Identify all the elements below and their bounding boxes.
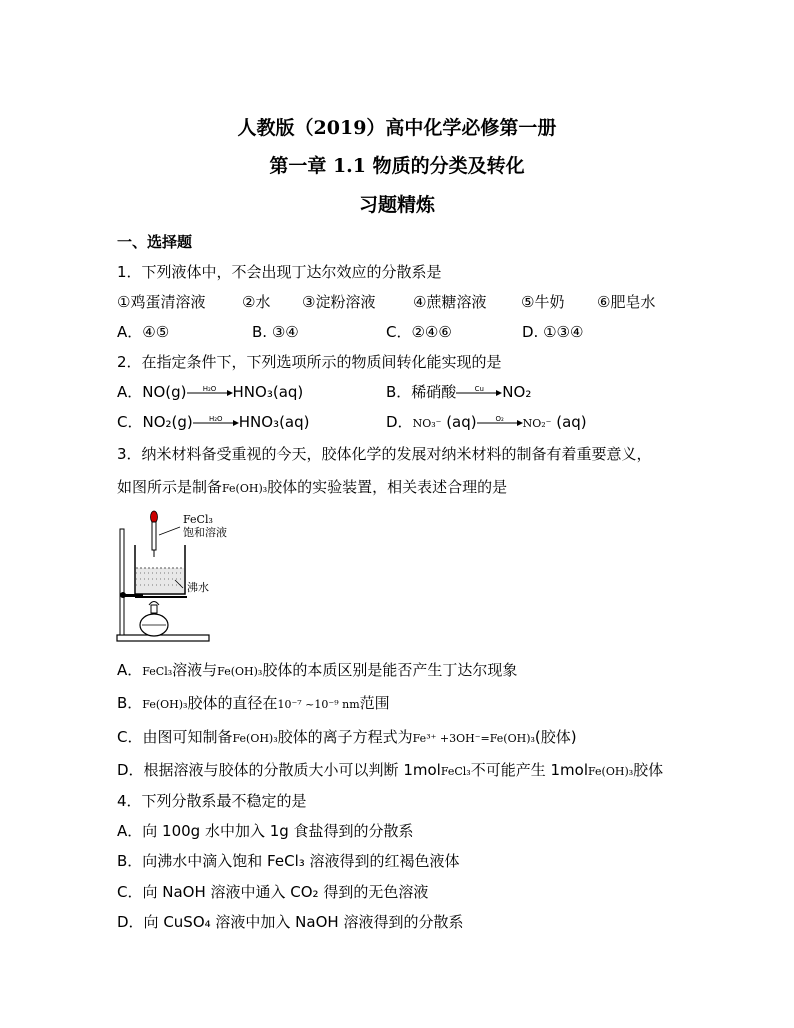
q1-option-d: D. ①③④ [522,323,584,341]
q4-stem: 4．下列分散系最不稳定的是 [117,792,307,810]
reactant: A．NO(g) [117,383,187,401]
formula: Fe(OH)₃ [588,765,634,778]
arrow-condition: O₂ [495,414,504,423]
chapter-title: 第一章 1.1 物质的分类及转化 [269,155,525,177]
q3-stem-line2 [117,477,507,499]
formula: Fe(OH)₃ [222,482,268,495]
option-letter: D． [386,413,413,431]
q1-item: ⑥肥皂水 [597,293,656,311]
text: 不可能产生 1mol [470,761,588,779]
formula: FeCl₃ [142,665,173,678]
stand-base [117,635,209,641]
reaction-arrow [193,416,239,430]
q1-option-b: B. ③④ [252,323,299,341]
text: (胶体) [534,728,577,746]
range: 10⁻⁷ ~10⁻⁹ nm [277,698,360,711]
q3-option-c [117,727,577,749]
nitrite-ion: NO₂⁻ [522,417,552,430]
text: 范围 [359,694,390,712]
alcohol-burner [140,602,168,637]
q3-option-b [117,693,390,715]
formula: Fe(OH)₃ [217,665,263,678]
q1-item: ④蔗糖溶液 [413,293,487,311]
arrow-condition: H₂O [208,414,223,423]
q1-option-c: C．②④⑥ [386,323,452,341]
product: HNO₃(aq) [232,383,304,401]
reaction-arrow [187,386,233,400]
text: 胶体 [633,761,664,779]
text: 胶体的本质区别是能否产生丁达尔现象 [262,661,518,679]
q1-item: ①鸡蛋清溶液 [117,293,206,311]
reaction-arrow [456,386,502,400]
text: C．由图可知制备 [117,728,233,746]
option-letter: B． [117,694,143,712]
page-title: 人教版（2019）高中化学必修第一册 [237,117,557,139]
q1-option-a: A．④⑤ [117,323,170,341]
boiling-water [136,568,184,593]
q3-stem-line1: 3．纳米材料备受重视的今天，胶体化学的发展对纳米材料的制备有着重要意义， [117,445,652,463]
q1-item: ②水 [242,293,271,311]
reactant: C．NO₂(g) [117,413,193,431]
text: 溶液与 [172,661,218,679]
option-letter: A． [117,661,143,679]
q2-option-d [386,412,587,434]
product: NO₂ [502,383,532,401]
arrow-condition: H₂O [202,384,217,393]
text: 胶体的直径在 [187,694,278,712]
q1-item: ⑤牛奶 [521,293,565,311]
label-boiling-water: 沸水 [187,581,209,594]
label-fecl3: FeCl₃ [183,513,213,526]
q4-option-d: D．向 CuSO₄ 溶液中加入 NaOH 溶液得到的分散系 [117,913,464,931]
q4-option-b: B．向沸水中滴入饱和 FeCl₃ 溶液得到的红褐色液体 [117,852,460,870]
q2-option-b [386,382,531,402]
apparatus-figure [115,505,275,650]
q1-item: ③淀粉溶液 [302,293,376,311]
q3-option-a [117,660,517,682]
dropper [151,511,158,557]
product: HNO₃(aq) [238,413,310,431]
text: 如图所示是制备 [117,478,223,496]
arrow-condition: Cu [474,384,484,393]
q2-option-c [117,412,310,432]
formula: Fe(OH)₃ [142,698,188,711]
q2-stem: 2．在指定条件下，下列选项所示的物质间转化能实现的是 [117,353,502,371]
nitrate-ion: NO₃⁻ [412,417,442,430]
clamp-knob [120,592,126,598]
text: 胶体的实验装置，相关表述合理的是 [267,478,508,496]
section-heading: 一、选择题 [117,233,193,251]
state: (aq) [551,413,587,431]
ionic-equation: Fe³⁺ +3OH⁻=Fe(OH)₃ [412,732,535,745]
q4-option-c: C．向 NaOH 溶液中通入 CO₂ 得到的无色溶液 [117,883,429,901]
text: 胶体的离子方程式为 [277,728,413,746]
reactant: B．稀硝酸 [386,383,457,401]
q1-stem: 1．下列液体中，不会出现丁达尔效应的分散系是 [117,263,442,281]
formula: Fe(OH)₃ [232,732,278,745]
q3-option-d [117,760,663,782]
subtitle: 习题精炼 [358,194,435,216]
label-saturated-solution: 饱和溶液 [183,526,227,539]
formula: FeCl₃ [440,765,471,778]
q2-option-a [117,382,303,402]
text: D．根据溶液与胶体的分散质大小可以判断 1mol [117,761,441,779]
stand-rod [120,529,124,635]
state: (aq) [441,413,477,431]
q4-option-a: A．向 100g 水中加入 1g 食盐得到的分散系 [117,822,414,840]
reaction-arrow [477,416,523,430]
